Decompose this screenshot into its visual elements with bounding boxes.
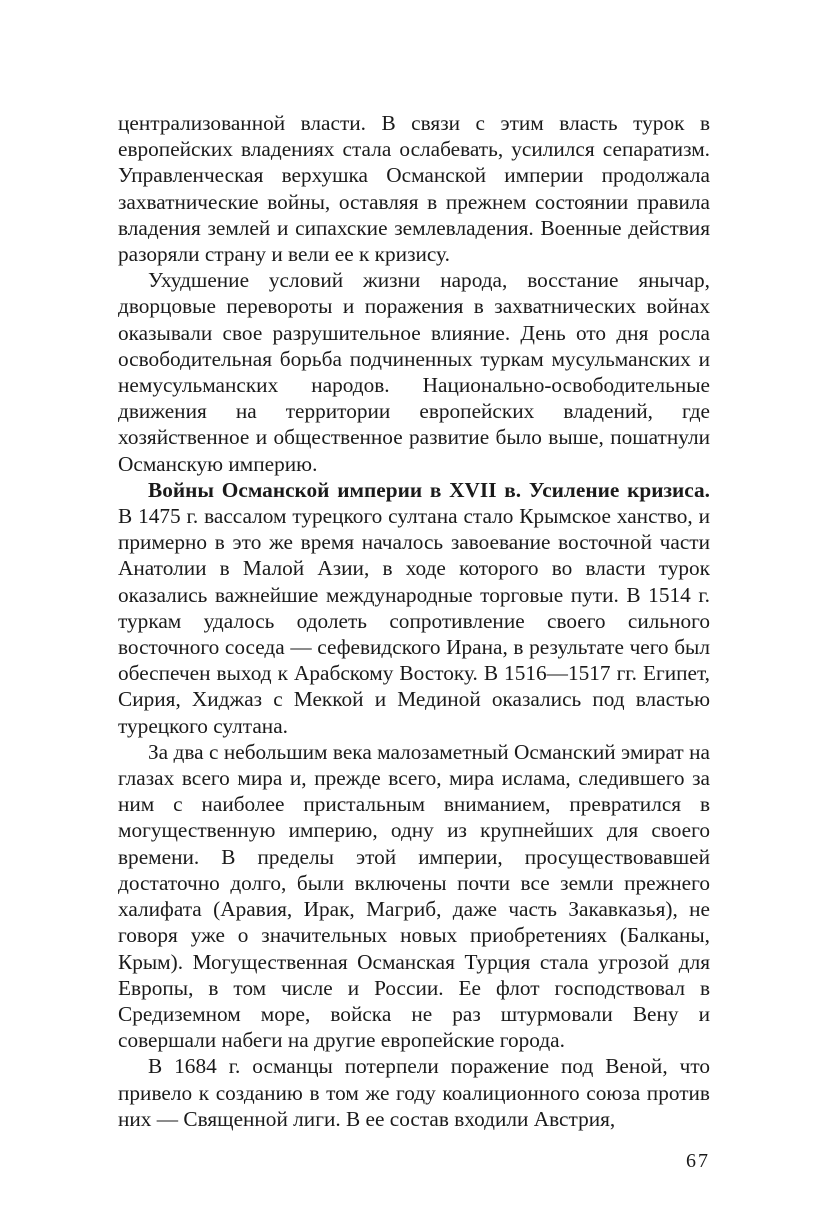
paragraph-centralized-power: централизованной власти. В связи с этим власть турок в европейских владениях стала ослабевать, усилился сепаратизм. Управленческая верхушка Османской империи продолжала захватнические войны, оставляя в прежнем состоянии правила владения землей и сипахские землевладения. Военные действия разоряли страну и вели ее к кризису. xyxy=(118,111,710,267)
section-heading: Войны Османской империи в XVII в. Усиление кризиса. xyxy=(148,477,710,502)
paragraph-wars-text: В 1475 г. вассалом турецкого султана стало Крымское ханство, и примерно в это же время началось завоевание восточной части Анатолии в Малой Азии, в ходе которого во власти турок оказались важнейшие международные торговые пути. В 1514 г. туркам удалось одолеть сопротивление своего сильного восточного соседа — сефевидского Ирана, в результате чего был обеспечен выход к Арабскому Востоку. В 1516—1517 гг. Египет, Сирия, Хиджаз с Меккой и Мединой оказались под властью турецкого султана. xyxy=(118,504,710,738)
paragraph-worsening-conditions: Ухудшение условий жизни народа, восстание янычар, дворцовые перевороты и поражения в захватнических войнах оказывали свое разрушительное влияние. День ото дня росла освободительная борьба подчиненных туркам мусульманских и немусульманских народов. Национально-освободительные движения на территории европейских владений, где хозяйственное и общественное развитие было выше, пошатнули Османскую империю. xyxy=(118,268,710,476)
page-body xyxy=(118,110,710,1132)
paragraph-ottoman-emirate: За два с небольшим века малозаметный Османский эмират на глазах всего мира и, прежде всего, мира ислама, следившего за ним с наиболее пристальным вниманием, превратился в могущественную империю, одну из крупнейших для своего времени. В пределы этой империи, просуществовавшей достаточно долго, были включены почти все земли прежнего халифата (Аравия, Ирак, Магриб, даже часть Закавказья), не говоря уже о значительных новых приобретениях (Балканы, Крым). Могущественная Османская Турция стала угрозой для Европы, в том числе и России. Ее флот господствовал в Средиземном море, войска не раз штурмовали Вену и совершали набеги на другие европейские города. xyxy=(118,739,710,1053)
page-number: 67 xyxy=(686,1150,710,1172)
paragraph-vienna-defeat: В 1684 г. османцы потерпели поражение под Веной, что привело к созданию в том же году коалиционного союза против них — Священной лиги. В ее состав входили Австрия, xyxy=(118,1054,710,1131)
paragraph-wars-17th-century xyxy=(118,477,710,739)
